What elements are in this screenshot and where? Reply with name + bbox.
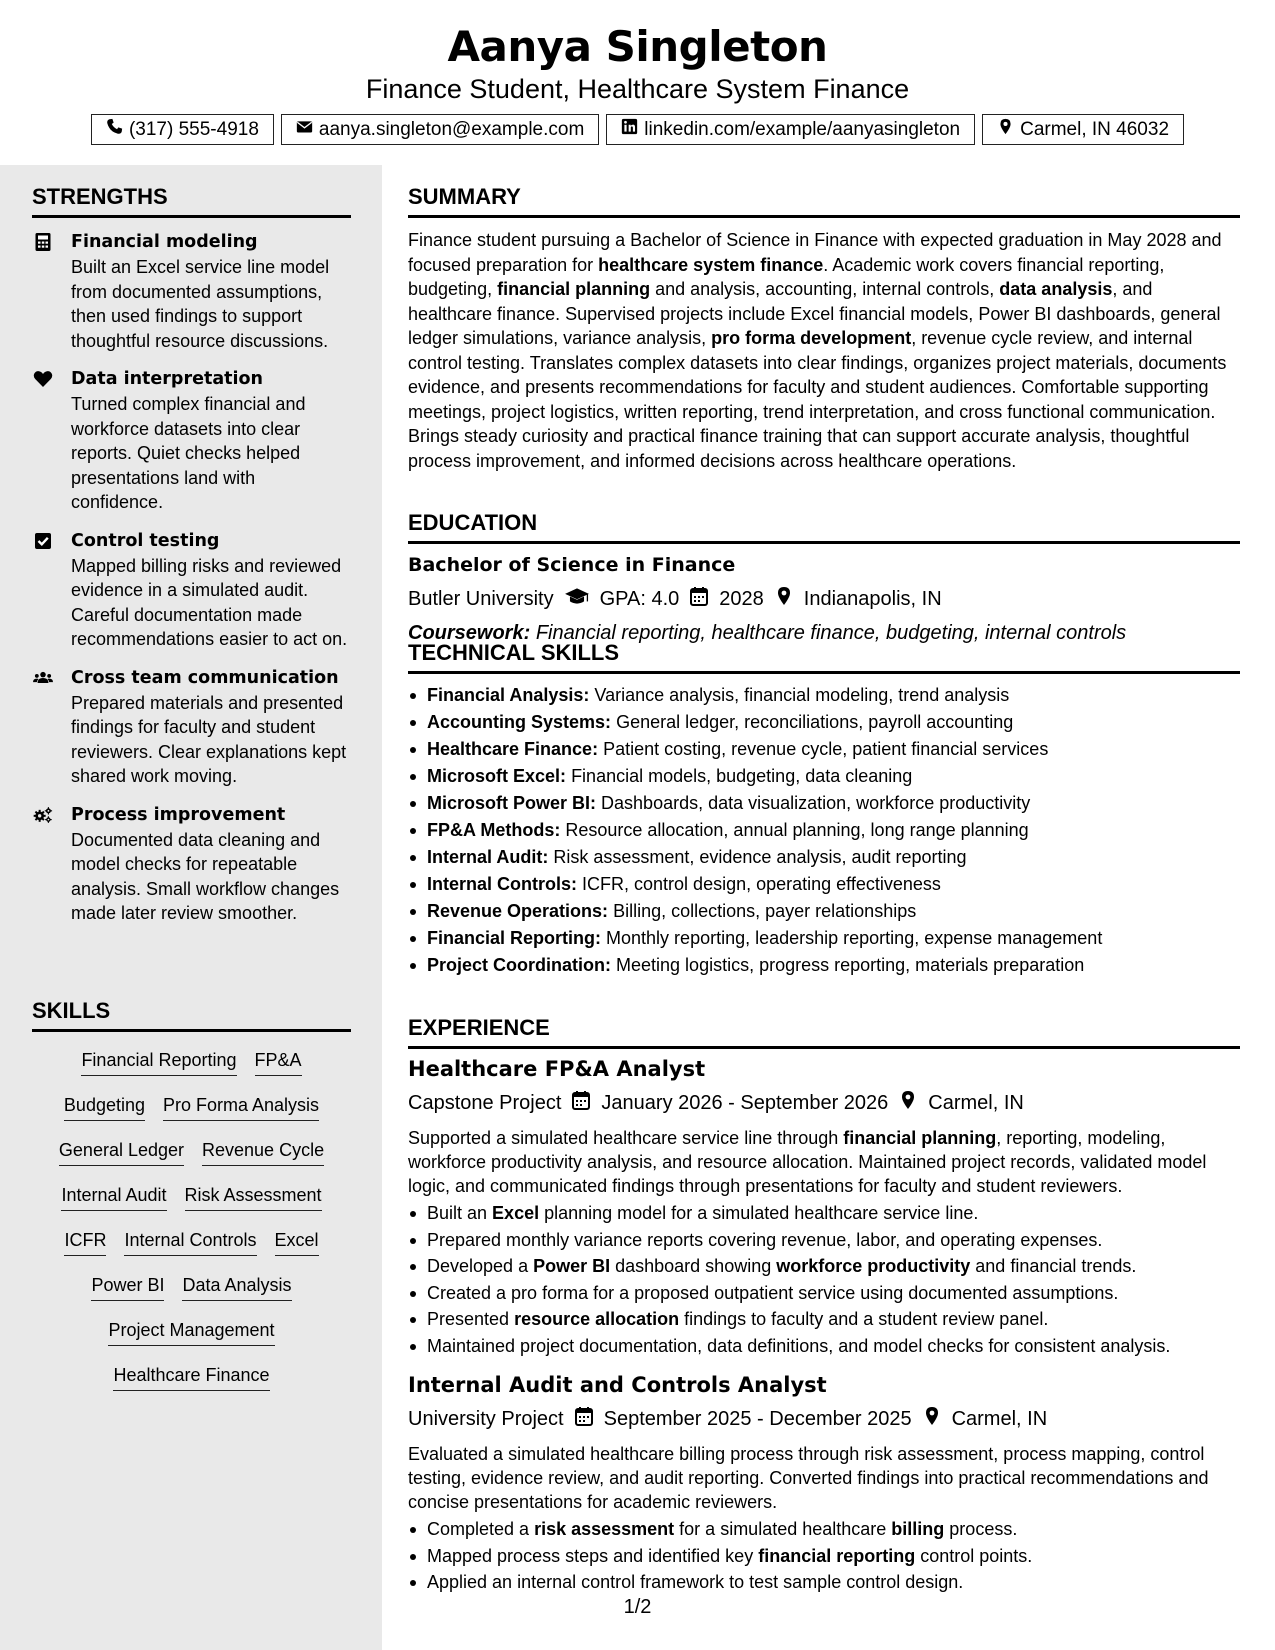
job-bullets <box>408 1200 1240 1359</box>
contact-email-text: aanya.singleton@example.com <box>318 118 585 140</box>
summary-text <box>408 228 1240 473</box>
contact-email[interactable] <box>281 114 599 145</box>
text-run: Developed a <box>427 1256 534 1276</box>
skill-tag: Healthcare Finance <box>113 1365 269 1391</box>
text-run: findings to faculty and a student review panel. <box>679 1309 1049 1329</box>
job-organization: University Project <box>408 1407 564 1430</box>
summary-heading: SUMMARY <box>408 184 1240 218</box>
emphasis-text: financial planning <box>843 1128 997 1148</box>
strength-item <box>32 367 351 515</box>
technical-skill-item <box>408 763 1240 790</box>
gpa: GPA: 4.0 <box>599 587 680 610</box>
technical-skill-item <box>408 790 1240 817</box>
technical-skill-label: Project Coordination: <box>427 955 611 975</box>
technical-skills-list <box>408 682 1240 979</box>
emphasis-text: resource allocation <box>514 1309 680 1329</box>
text-run: planning model for a simulated healthcare service line. <box>539 1203 979 1223</box>
contact-phone[interactable] <box>91 114 274 145</box>
text-run: process. <box>944 1519 1018 1539</box>
skill-tag: Revenue Cycle <box>202 1140 324 1166</box>
strength-item <box>32 529 351 652</box>
technical-skill-label: Microsoft Excel: <box>427 766 567 786</box>
education-heading: EDUCATION <box>408 510 1240 544</box>
map-pin-icon <box>997 118 1014 141</box>
technical-skill-item <box>408 898 1240 925</box>
emphasis-text: risk assessment <box>534 1519 675 1539</box>
school-location: Indianapolis, IN <box>803 587 942 610</box>
strength-item <box>32 230 351 353</box>
skill-row <box>32 1134 351 1179</box>
degree-title: Bachelor of Science in Finance <box>408 554 736 576</box>
skill-tag: ICFR <box>64 1230 106 1256</box>
skill-tag: FP&A <box>255 1050 302 1076</box>
technical-skill-item <box>408 709 1240 736</box>
strength-description: Prepared materials and presented findings for faculty and student reviewers. Clear explanations kept shared work moving. <box>71 692 347 786</box>
job-bullet <box>408 1227 1240 1254</box>
job-bullets <box>408 1516 1240 1596</box>
emphasis-text: billing <box>891 1519 945 1539</box>
job-location: Carmel, IN <box>951 1407 1048 1430</box>
coursework-label: Coursework: <box>408 622 531 644</box>
job-location: Carmel, IN <box>928 1091 1024 1114</box>
emphasis-text: financial planning <box>497 279 651 299</box>
technical-skill-item <box>408 952 1240 979</box>
technical-skills-section <box>408 640 1240 979</box>
strength-title: Financial modeling <box>71 232 258 252</box>
skill-tag: Risk Assessment <box>185 1185 322 1211</box>
checkbox-icon <box>33 531 55 553</box>
contact-linkedin[interactable] <box>606 114 975 145</box>
strengths-section <box>32 184 351 926</box>
job-bullet <box>408 1253 1240 1280</box>
calendar-icon <box>689 586 709 612</box>
job-bullet <box>408 1333 1240 1360</box>
contact-bar <box>0 114 1275 145</box>
technical-skill-text: Monthly reporting, leadership reporting, expense management <box>606 928 1103 948</box>
technical-skill-item <box>408 736 1240 763</box>
strength-title: Cross team communication <box>71 667 339 688</box>
job-summary <box>408 1442 1240 1514</box>
technical-skill-label: Microsoft Power BI: <box>427 793 597 813</box>
envelope-icon <box>296 118 313 141</box>
users-icon <box>33 668 55 690</box>
technical-skill-text: Dashboards, data visualization, workforce productivity <box>601 793 1031 813</box>
text-run: Mapped process steps and identified key <box>427 1545 759 1566</box>
technical-skill-text: General ledger, reconciliations, payroll accounting <box>616 712 1014 732</box>
text-run: Built an <box>427 1203 493 1223</box>
map-pin-icon <box>774 586 794 612</box>
skill-row <box>32 1044 351 1089</box>
job-entry <box>408 1057 1240 1359</box>
text-run: dashboard showing <box>610 1256 777 1276</box>
skill-tag: Financial Reporting <box>81 1050 236 1076</box>
skill-row <box>32 1359 351 1404</box>
text-run: Evaluated a simulated healthcare billing process through risk assessment, process mapping, control testing, evidence review, and audit reporting. Converted findings into practical recommendations and concise presentations for academic reviewers. <box>408 1444 1209 1512</box>
resume-header <box>0 0 1275 165</box>
skill-row <box>32 1314 351 1359</box>
technical-skill-label: Internal Controls: <box>427 874 578 894</box>
technical-skill-text: Financial models, budgeting, data cleaning <box>571 766 913 786</box>
job-bullet <box>408 1543 1240 1570</box>
job-title: Internal Audit and Controls Analyst <box>408 1373 827 1397</box>
technical-skill-item <box>408 817 1240 844</box>
skill-tag: Internal Controls <box>124 1230 256 1256</box>
job-dates: September 2025 - December 2025 <box>603 1407 912 1430</box>
text-run: Created a pro forma for a proposed outpatient service using documented assumptions. <box>427 1282 1119 1303</box>
technical-skill-text: Risk assessment, evidence analysis, audit reporting <box>553 847 967 867</box>
cogs-icon <box>33 805 55 827</box>
map-pin-icon <box>922 1406 942 1432</box>
technical-skill-text: Patient costing, revenue cycle, patient financial services <box>603 739 1049 759</box>
linkedin-icon <box>621 118 638 141</box>
emphasis-text: Excel <box>492 1203 540 1223</box>
skill-tag: Project Management <box>108 1320 274 1346</box>
skill-row <box>32 1089 351 1134</box>
calendar-icon <box>571 1090 591 1116</box>
text-run: , reporting, modeling, workforce productivity analysis, and resource allocation. Maintained project records, validated model logic, and communicated findings through presentations for faculty and student reviewers. <box>408 1128 1207 1196</box>
contact-phone-text: (317) 555-4918 <box>128 118 259 140</box>
text-run: for a simulated healthcare <box>674 1519 892 1539</box>
job-meta <box>408 1406 1240 1432</box>
strength-description: Turned complex financial and workforce datasets into clear reports. Quiet checks helped presentations land with confidence. <box>71 394 306 512</box>
technical-skill-item <box>408 682 1240 709</box>
technical-skill-label: Revenue Operations: <box>427 901 609 921</box>
skill-tag: Excel <box>275 1230 319 1256</box>
job-dates: January 2026 - September 2026 <box>601 1091 889 1114</box>
graduation-year: 2028 <box>719 587 764 610</box>
technical-skill-text: Resource allocation, annual planning, long range planning <box>565 820 1029 840</box>
text-run: and analysis, accounting, internal controls, <box>650 279 1000 299</box>
text-run: and financial trends. <box>970 1256 1137 1276</box>
strength-item <box>32 803 351 926</box>
experience-heading: EXPERIENCE <box>408 1015 1240 1049</box>
main-column <box>408 165 1240 1650</box>
emphasis-text: workforce productivity <box>776 1256 971 1276</box>
skill-tag: Power BI <box>91 1275 164 1301</box>
skill-row <box>32 1224 351 1269</box>
technical-skill-text: Meeting logistics, progress reporting, materials preparation <box>616 955 1085 975</box>
education-meta <box>408 585 1240 613</box>
job-title: Healthcare FP&A Analyst <box>408 1057 706 1081</box>
text-run: Completed a <box>427 1519 535 1539</box>
calendar-icon <box>574 1406 594 1432</box>
text-run: Presented <box>427 1309 515 1329</box>
skill-tag: Pro Forma Analysis <box>163 1095 319 1121</box>
text-run: Finance student pursuing a Bachelor of Science in Finance with expected graduation in May 2028 and focused preparation for <box>408 230 1222 275</box>
job-bullet <box>408 1200 1240 1227</box>
technical-skill-text: ICFR, control design, operating effectiveness <box>582 874 941 894</box>
candidate-tagline: Finance Student, Healthcare System Finance <box>365 74 910 104</box>
skills-heading: SKILLS <box>32 998 351 1032</box>
skills-section <box>32 998 351 1404</box>
job-entry <box>408 1373 1240 1596</box>
strength-title: Process improvement <box>71 804 286 825</box>
technical-skill-text: Billing, collections, payer relationships <box>613 901 917 921</box>
job-bullet <box>408 1306 1240 1333</box>
emphasis-text: pro forma development <box>711 328 912 348</box>
phone-icon <box>106 118 123 141</box>
text-run: Prepared monthly variance reports covering revenue, labor, and operating expenses. <box>427 1229 1103 1250</box>
strength-title: Data interpretation <box>71 369 263 389</box>
calculator-icon <box>33 232 55 254</box>
job-organization: Capstone Project <box>408 1091 562 1114</box>
technical-skill-label: FP&A Methods: <box>427 820 561 840</box>
technical-skill-item <box>408 844 1240 871</box>
technical-skill-label: Financial Analysis: <box>427 685 590 705</box>
text-run: control points. <box>915 1545 1033 1566</box>
school-name: Butler University <box>408 587 554 610</box>
skill-tag: Budgeting <box>64 1095 145 1121</box>
strength-title: Control testing <box>71 530 220 551</box>
skill-row <box>32 1179 351 1224</box>
text-run: , revenue cycle review, and internal control testing. Translates complex datasets into clear findings, organizes project materials, documents evidence, and presents recommendations for faculty and student audiences. Comfortable supporting meetings, project logistics, written reporting, trend interpretation, and cross functional communication. Brings steady curiosity and practical finance training that can support accurate analysis, thoughtful process improvement, and informed decisions across healthcare operations. <box>408 328 1227 471</box>
text-run: , and healthcare finance. Supervised projects include Excel financial models, Power BI dashboards, general ledger simulations, variance analysis, <box>408 279 1221 348</box>
technical-skill-text: Variance analysis, financial modeling, trend analysis <box>594 685 1010 705</box>
text-run: Applied an internal control framework to test sample control design. <box>427 1572 964 1592</box>
emphasis-text: financial reporting <box>758 1545 916 1566</box>
map-pin-icon <box>898 1090 918 1116</box>
job-meta <box>408 1090 1240 1116</box>
contact-location-text: Carmel, IN 46032 <box>1020 118 1170 140</box>
coursework-list: Financial reporting, healthcare finance, budgeting, internal controls <box>535 622 1127 644</box>
emphasis-text: data analysis <box>999 279 1113 299</box>
strengths-heading: STRENGTHS <box>32 184 351 218</box>
text-run: . Academic work covers financial reporting, budgeting, <box>408 254 1165 299</box>
technical-skill-label: Financial Reporting: <box>427 928 602 948</box>
contact-linkedin-text: linkedin.com/example/aanyasingleton <box>644 118 961 140</box>
skills-list <box>32 1044 351 1404</box>
skill-row <box>32 1269 351 1314</box>
strength-description: Documented data cleaning and model checks for repeatable analysis. Small workflow changes made later review smoother. <box>71 829 340 923</box>
jobs-list <box>408 1057 1240 1596</box>
text-run: Maintained project documentation, data definitions, and model checks for consistent analysis. <box>427 1335 1171 1356</box>
text-run: Supported a simulated healthcare service line through <box>408 1128 844 1148</box>
technical-skills-heading: TECHNICAL SKILLS <box>408 640 1240 674</box>
candidate-name: Aanya Singleton <box>447 22 828 71</box>
strength-description: Built an Excel service line model from documented assumptions, then used findings to support thoughtful resource discussions. <box>71 257 330 351</box>
page-number: 1/2 <box>623 1596 652 1618</box>
job-bullet <box>408 1280 1240 1307</box>
technical-skill-label: Healthcare Finance: <box>427 739 599 759</box>
graduation-cap-icon <box>564 585 590 613</box>
technical-skill-item <box>408 871 1240 898</box>
experience-section <box>408 1015 1240 1596</box>
skill-tag: Data Analysis <box>182 1275 291 1301</box>
sidebar <box>0 165 382 1650</box>
technical-skill-label: Accounting Systems: <box>427 712 612 732</box>
heart-icon <box>33 369 55 391</box>
job-summary <box>408 1126 1240 1198</box>
job-bullet <box>408 1569 1240 1596</box>
emphasis-text: Power BI <box>533 1256 611 1276</box>
technical-skill-item <box>408 925 1240 952</box>
summary-section <box>408 184 1240 473</box>
strength-item <box>32 666 351 789</box>
strength-description: Mapped billing risks and reviewed evidence in a simulated audit. Careful documentation made recommendations easier to act on. <box>71 555 348 649</box>
emphasis-text: healthcare system finance <box>598 254 824 275</box>
job-bullet <box>408 1516 1240 1543</box>
education-section <box>408 510 1240 645</box>
contact-location <box>982 114 1184 145</box>
skill-tag: General Ledger <box>59 1140 184 1166</box>
technical-skill-label: Internal Audit: <box>427 847 549 867</box>
skill-tag: Internal Audit <box>61 1185 166 1211</box>
